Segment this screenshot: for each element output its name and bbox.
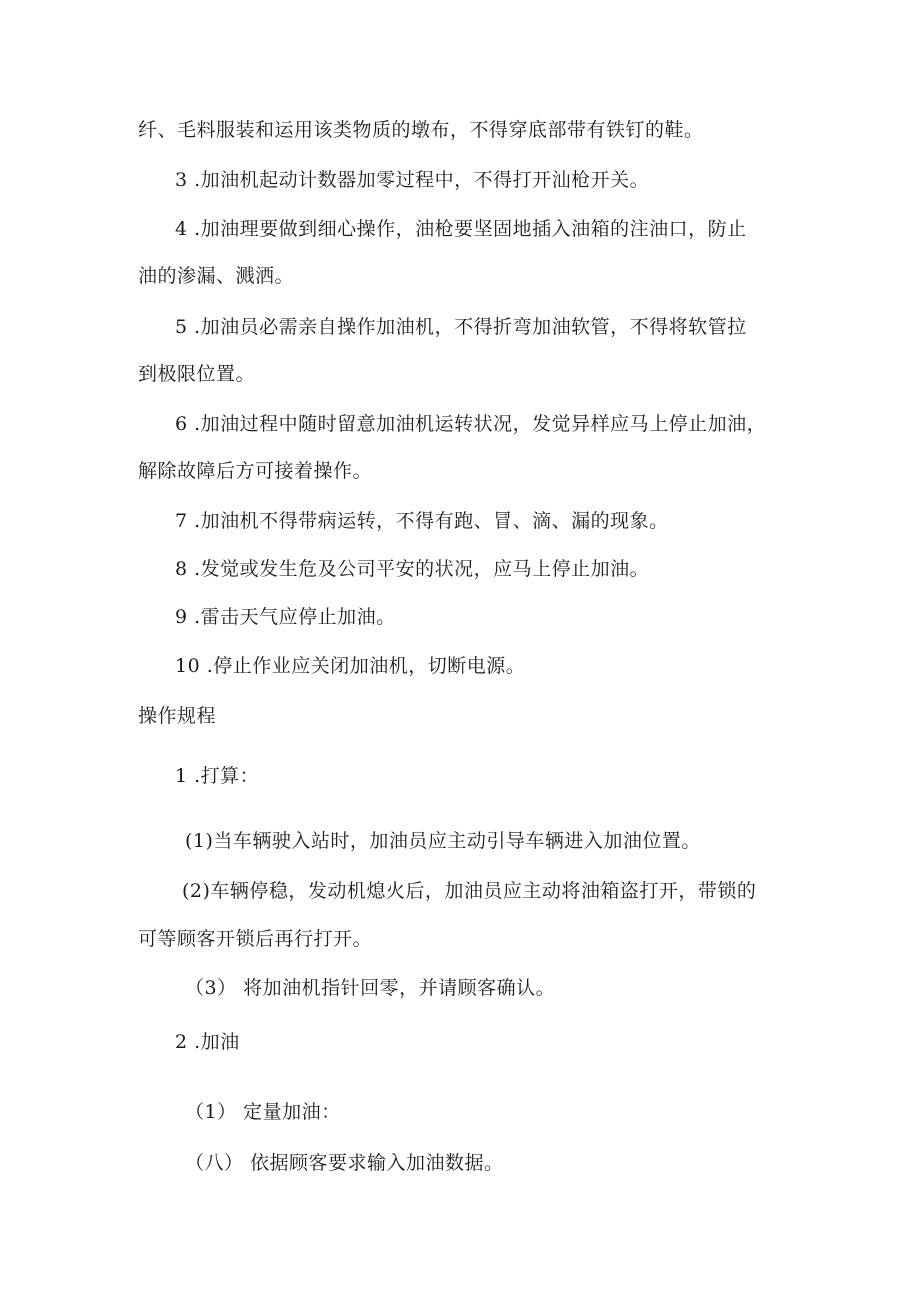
text-line-11: 9 .雷击天气应停止加油。 — [175, 606, 396, 628]
text-line-2: 3 .加油机起动计数器加零过程中，不得打开汕枪开关。 — [175, 169, 650, 191]
text-line-6: 到极限位置。 — [138, 363, 256, 385]
text-line-12: 10 .停止作业应关闭加油机，切断电源。 — [175, 655, 526, 677]
text-line-15: (1)当车辆驶入站时，加油员应主动引导车辆进入加油位置。 — [185, 830, 701, 852]
text-line-5: 5 .加油员必需亲自操作加油机，不得折弯加油软管，不得将软管拉 — [175, 316, 747, 338]
text-line-10: 8 .发觉或发生危及公司平安的状况，应马上停止加油。 — [175, 558, 650, 580]
text-line-14: 1 .打算： — [175, 765, 260, 787]
text-line-20: （1） 定量加油： — [185, 1101, 341, 1123]
text-line-17: 可等顾客开锁后再行打开。 — [138, 928, 373, 950]
section-heading: 操作规程 — [138, 705, 217, 727]
text-line-18: （3） 将加油机指针回零，并请顾客确认。 — [185, 977, 556, 999]
text-line-9: 7 .加油机不得带病运转，不得有跑、冒、滴、漏的现象。 — [175, 510, 669, 532]
text-line-3: 4 .加油理要做到细心操作，油枪要坚固地插入油箱的注油口，防止 — [175, 218, 747, 240]
text-line-19: 2 .加油 — [175, 1031, 240, 1053]
text-line-7: 6 .加油过程中随时留意加油机运转状况，发觉异样应马上停止加油， — [175, 413, 767, 435]
text-line-1: 纤、毛料服装和运用该类物质的墩布，不得穿底部带有铁钉的鞋。 — [138, 119, 704, 141]
text-line-21: （八） 依据顾客要求输入加油数据。 — [185, 1152, 504, 1174]
text-line-16: (2)车辆停稳，发动机熄火后，加油员应主动将油箱盗打开，带锁的 — [182, 880, 757, 902]
text-line-4: 油的渗漏、溅洒。 — [138, 265, 295, 287]
text-line-8: 解除故障后方可接着操作。 — [138, 460, 373, 482]
